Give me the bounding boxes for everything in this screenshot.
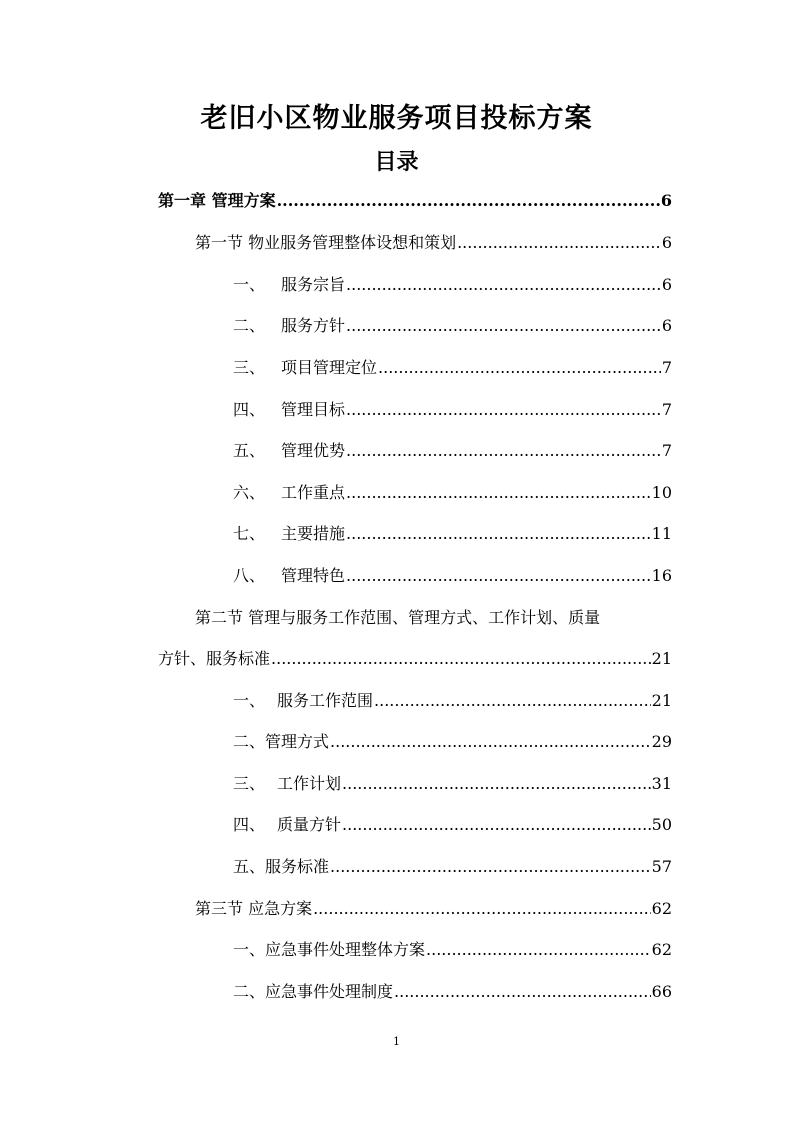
toc-entry-item[interactable]: [233, 521, 672, 547]
toc-entry-page: 16: [651, 566, 672, 585]
toc-entry-number: 一、: [233, 691, 266, 710]
toc-entry-item[interactable]: [233, 355, 672, 381]
toc-entry-label: 服务方针: [281, 316, 346, 335]
toc-entry-section-2[interactable]: [158, 646, 672, 672]
toc-entry-item[interactable]: [233, 688, 672, 714]
toc-entry-item[interactable]: [233, 729, 672, 755]
toc-leader-dots: [394, 979, 651, 1005]
toc-entry-item[interactable]: [233, 854, 672, 880]
toc-entry-section-1[interactable]: [195, 230, 672, 256]
toc-entry-label: 第三节 应急方案: [195, 899, 313, 918]
toc-entry-page: 62: [651, 899, 672, 918]
toc-entry-section-2-line-1[interactable]: 第二节 管理与服务工作范围、管理方式、工作计划、质量: [195, 608, 601, 627]
toc-leader-dots: [330, 854, 651, 880]
toc-entry-item[interactable]: [233, 937, 672, 963]
toc-leader-dots: [457, 230, 661, 256]
toc-entry-section-3[interactable]: [195, 896, 672, 922]
toc-entry-page: 7: [661, 358, 672, 377]
toc-entry-label: 管理目标: [281, 400, 346, 419]
toc-leader-dots: [346, 397, 661, 423]
toc-entry-item[interactable]: [233, 438, 672, 464]
toc-entry-item[interactable]: [233, 272, 672, 298]
toc-leader-dots: [346, 438, 661, 464]
toc-entry-label: 五、服务标准: [233, 857, 330, 876]
toc-entry-label: 第一节 物业服务管理整体设想和策划: [195, 233, 457, 252]
toc-entry-label: 第一章 管理方案: [158, 191, 276, 210]
toc-entry-number: 五、: [233, 441, 266, 460]
toc-leader-dots: [330, 729, 651, 755]
toc-leader-dots: [277, 188, 660, 214]
toc-entry-item[interactable]: [233, 313, 672, 339]
toc-leader-dots: [426, 937, 651, 963]
toc-entry-page: 21: [651, 691, 672, 710]
toc-leader-dots: [378, 355, 661, 381]
toc-entry-label: 二、管理方式: [233, 732, 330, 751]
toc-entry-page: 21: [651, 649, 672, 668]
toc-entry-number: 六、: [233, 483, 266, 502]
toc-entry-page: 6: [660, 191, 672, 210]
toc-entry-label: 项目管理定位: [281, 358, 378, 377]
toc-entry-number: 三、: [233, 358, 266, 377]
toc-entry-item[interactable]: [233, 397, 672, 423]
toc-entry-page: 66: [651, 982, 672, 1001]
toc-entry-number: 一、: [233, 275, 266, 294]
document-title: 老旧小区物业服务项目投标方案: [200, 103, 593, 134]
toc-entry-label: 质量方针: [277, 815, 342, 834]
toc-leader-dots: [346, 272, 661, 298]
toc-leader-dots: [271, 646, 651, 672]
toc-entry-page: 7: [661, 400, 672, 419]
toc-leader-dots: [346, 521, 651, 547]
toc-entry-page: 29: [651, 732, 672, 751]
toc-entry-page: 57: [651, 857, 672, 876]
toc-entry-number: 七、: [233, 524, 266, 543]
toc-leader-dots: [346, 480, 651, 506]
toc-entry-number: 二、: [233, 316, 266, 335]
toc-entry-number: 四、: [233, 815, 266, 834]
toc-entry-item[interactable]: [233, 812, 672, 838]
toc-entry-chapter-1[interactable]: [158, 188, 672, 214]
toc-leader-dots: [346, 313, 661, 339]
toc-leader-dots: [313, 896, 651, 922]
toc-entry-label: 二、应急事件处理制度: [233, 982, 394, 1001]
toc-entry-page: 6: [661, 316, 672, 335]
toc-entry-label: 管理特色: [281, 566, 346, 585]
toc-leader-dots: [374, 688, 651, 714]
toc-entry-number: 三、: [233, 774, 266, 793]
toc-heading: 目录: [374, 149, 419, 175]
toc-leader-dots: [346, 563, 651, 589]
toc-entry-label: 主要措施: [281, 524, 346, 543]
toc-entry-item[interactable]: [233, 480, 672, 506]
toc-leader-dots: [342, 812, 651, 838]
toc-entry-page: 11: [651, 524, 672, 543]
toc-entry-number: 八、: [233, 566, 266, 585]
toc-entry-label: 服务宗旨: [281, 275, 346, 294]
toc-entry-label: 服务工作范围: [277, 691, 374, 710]
page-number: 1: [393, 1035, 400, 1048]
toc-entry-label: 工作计划: [277, 774, 342, 793]
toc-entry-page: 31: [651, 774, 672, 793]
toc-entry-label: 方针、服务标准: [158, 649, 271, 668]
toc-leader-dots: [342, 771, 651, 797]
toc-entry-page: 6: [661, 233, 672, 252]
toc-entry-label: 一、应急事件处理整体方案: [233, 940, 426, 959]
toc-entry-page: 62: [651, 940, 672, 959]
toc-entry-number: 四、: [233, 400, 266, 419]
toc-entry-page: 50: [651, 815, 672, 834]
toc-entry-item[interactable]: [233, 563, 672, 589]
toc-entry-page: 6: [661, 275, 672, 294]
toc-entry-item[interactable]: [233, 979, 672, 1005]
toc-entry-label: 管理优势: [281, 441, 346, 460]
toc-entry-page: 10: [651, 483, 672, 502]
toc-entry-label: 工作重点: [281, 483, 346, 502]
toc-entry-page: 7: [661, 441, 672, 460]
toc-entry-item[interactable]: [233, 771, 672, 797]
